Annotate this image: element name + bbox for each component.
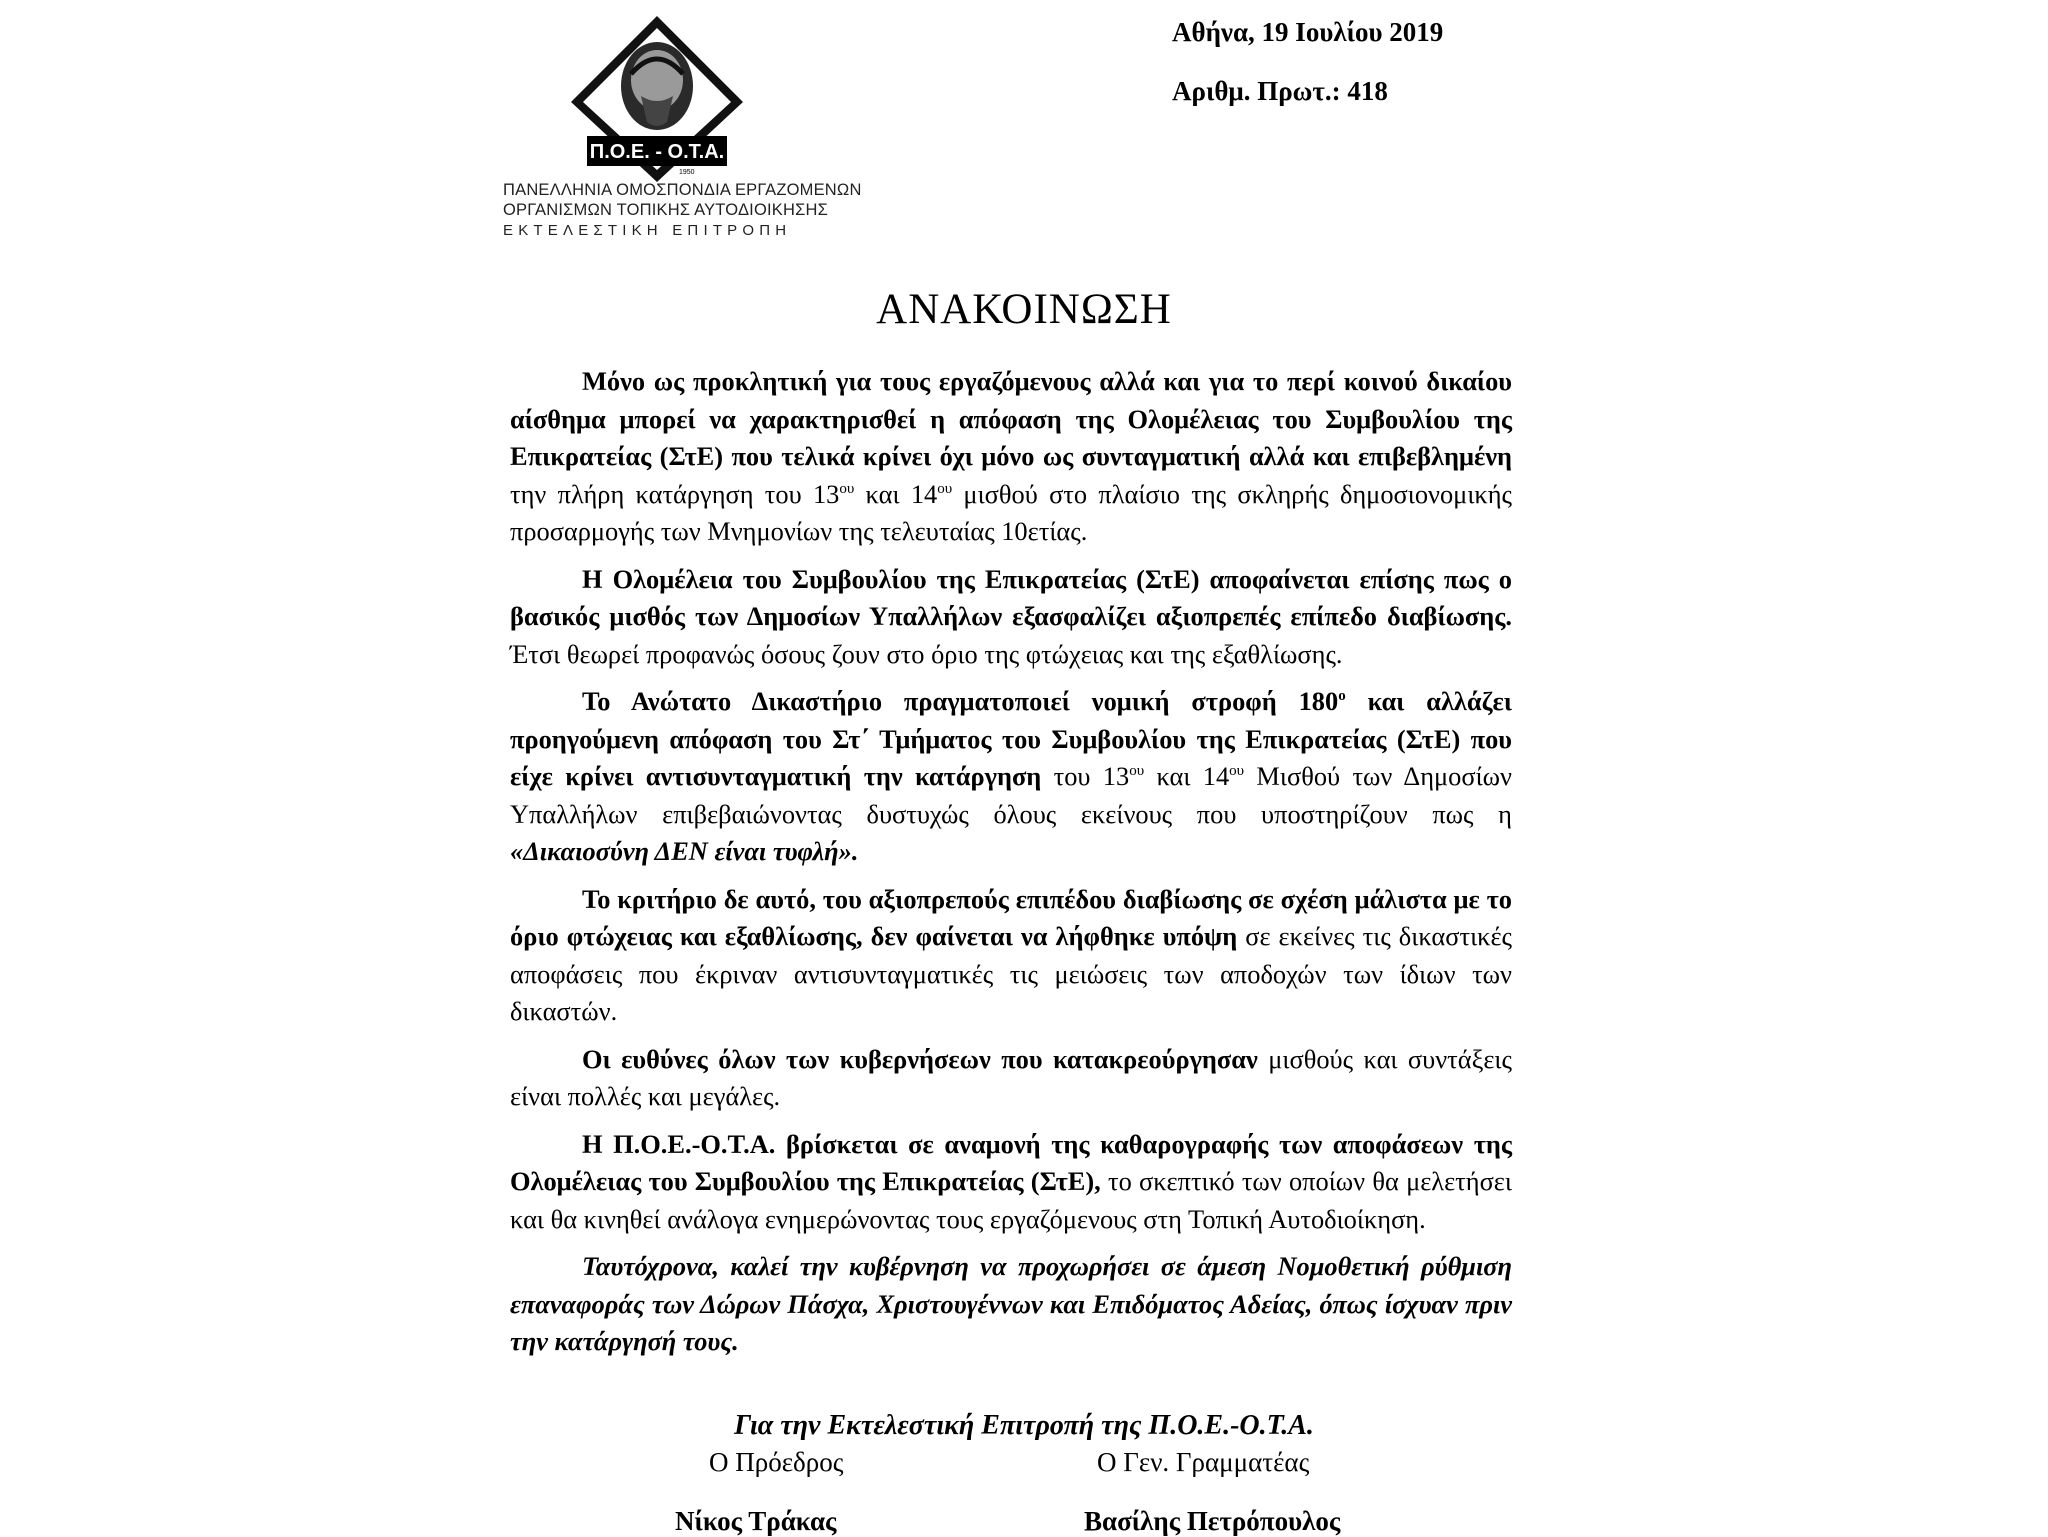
bold-text: και αλλάζει προηγούμενη απόφαση του Στ΄ Τμήματος του Συμβουλίου της Επικρατείας (ΣτΕ) που είχε κρίνει αντισυνταγματική την κατάργηση xyxy=(510,686,1512,791)
date: Αθήνα, 19 Ιουλίου 2019 xyxy=(1172,17,1444,47)
org-line-2: ΟΡΓΑΝΙΣΜΩΝ ΤΟΠΙΚΗΣ ΑΥΤΟΔΙΟΙΚΗΣΗΣ xyxy=(503,201,829,219)
plain-text: την πλήρη κατάργηση του 13 xyxy=(510,478,840,509)
announcement-body xyxy=(510,363,1512,1371)
org-line-3: ΕΚΤΕΛΕΣΤΙΚΗ ΕΠΙΤΡΟΠΗ xyxy=(503,222,792,239)
bold-text: Οι ευθύνες όλων των κυβερνήσεων που κατακρεούργησαν xyxy=(582,1043,1258,1074)
quote-text: «Δικαιοσύνη ΔΕΝ είναι τυφλή». xyxy=(510,836,859,866)
superscript: ο xyxy=(1338,688,1346,705)
paragraph-7 xyxy=(510,1248,1512,1361)
bold-italic-text: Ταυτόχρονα, καλεί την κυβέρνηση να προχωρήσει σε άμεση Νομοθετική ρύθμιση επαναφοράς των Δώρων Πάσχα, Χριστουγέννων και Επιδόματος Αδείας, όπως ίσχυαν πριν την κατάργησή τους. xyxy=(510,1251,1512,1356)
paragraph-5 xyxy=(510,1041,1512,1116)
bold-text: Το Ανώτατο Δικαστήριο πραγματοποιεί νομική στροφή 180 xyxy=(582,686,1339,716)
signature-heading: Για την Εκτελεστική Επιτροπή της Π.Ο.Ε.-Ο.Τ.Α. xyxy=(734,1410,1314,1441)
bold-text: Η Π.Ο.Ε.-Ο.Τ.Α. βρίσκεται σε αναμονή της καθαρογραφής των αποφάσεων της Ολομέλειας του Συμβουλίου της Επικρατείας (ΣτΕ), xyxy=(510,1128,1512,1196)
name-secretary-general: Βασίλης Πετρόπουλος xyxy=(1084,1506,1341,1536)
logo-emblem xyxy=(567,14,747,184)
plain-text: και 14 xyxy=(854,478,938,509)
superscript: ου xyxy=(937,480,953,497)
plain-text: μισθούς και συντάξεις είναι πολλές και μεγάλες. xyxy=(510,1043,1512,1111)
bold-text: Μόνο ως προκλητική για τους εργαζόμενους αλλά και για το περί κοινού δικαίου αίσθημα μπορεί να χαρακτηρισθεί η απόφαση της Ολομέλειας του Συμβουλίου της Επικρατείας (ΣτΕ) που τελικά κρίνει όχι μόνο ως συνταγματική αλλά και επιβεβλημένη xyxy=(510,366,1512,471)
plain-text: μισθού στο πλαίσιο της σκληρής δημοσιονομικής προσαρμογής των Μνημονίων της τελευταίας 10ετίας. xyxy=(510,478,1512,546)
paragraph-6 xyxy=(510,1126,1512,1239)
role-secretary-general: Ο Γεν. Γραμματέας xyxy=(1097,1447,1310,1477)
logo-year: 1950 xyxy=(679,169,695,176)
bold-text: Η Ολομέλεια του Συμβουλίου της Επικρατείας (ΣτΕ) αποφαίνεται επίσης πως ο βασικός μισθός των Δημοσίων Υπαλλήλων εξασφαλίζει αξιοπρεπές επίπεδο διαβίωσης. xyxy=(510,563,1512,631)
plain-text: και 14 xyxy=(1144,761,1230,791)
plain-text: Έτσι θεωρεί προφανώς όσους ζουν στο όριο της φτώχειας και της εξαθλίωσης. xyxy=(510,638,1343,669)
paragraph-3 xyxy=(510,683,1512,871)
org-line-1: ΠΑΝΕΛΛΗΝΙΑ ΟΜΟΣΠΟΝΔΙΑ ΕΡΓΑΖΟΜΕΝΩΝ xyxy=(503,181,862,199)
document-meta xyxy=(1172,14,1443,132)
paragraph-4 xyxy=(510,881,1512,1031)
paragraph-2 xyxy=(510,561,1512,674)
superscript: ου xyxy=(1229,763,1245,780)
logo-acronym: Π.Ο.Ε. - Ο.Τ.Α. xyxy=(589,141,725,163)
name-president: Νίκος Τράκας xyxy=(675,1506,837,1536)
role-president: Ο Πρόεδρος xyxy=(709,1447,844,1477)
plain-text: σε εκείνες τις δικαστικές αποφάσεις που έκριναν αντισυνταγματικές τις μειώσεις των αποδοχών των ίδιων των δικαστών. xyxy=(510,921,1512,1026)
protocol-number: Αριθμ. Πρωτ.: 418 xyxy=(1172,76,1388,106)
organization-name xyxy=(503,180,862,241)
superscript: ου xyxy=(839,480,855,497)
superscript: ου xyxy=(1129,763,1145,780)
plain-text: Μισθού των Δημοσίων Υπαλλήλων επιβεβαιώνοντας δυστυχώς όλους εκείνους που υποστηρίζουν πως η xyxy=(510,761,1512,829)
plain-text: του 13 xyxy=(1041,761,1130,791)
document-title: ΑΝΑΚΟΙΝΩΣΗ xyxy=(876,286,1172,333)
paragraph-1 xyxy=(510,363,1512,551)
plain-text: το σκεπτικό των οποίων θα μελετήσει και θα κινηθεί ανάλογα ενημερώνοντας τους εργαζόμενους στη Τοπική Αυτοδιοίκηση. xyxy=(510,1166,1512,1234)
bold-text: Το κριτήριο δε αυτό, του αξιοπρεπούς επιπέδου διαβίωσης σε σχέση μάλιστα με το όριο φτώχειας και εξαθλίωσης, δεν φαίνεται να λήφθηκε υπόψη xyxy=(510,883,1512,951)
